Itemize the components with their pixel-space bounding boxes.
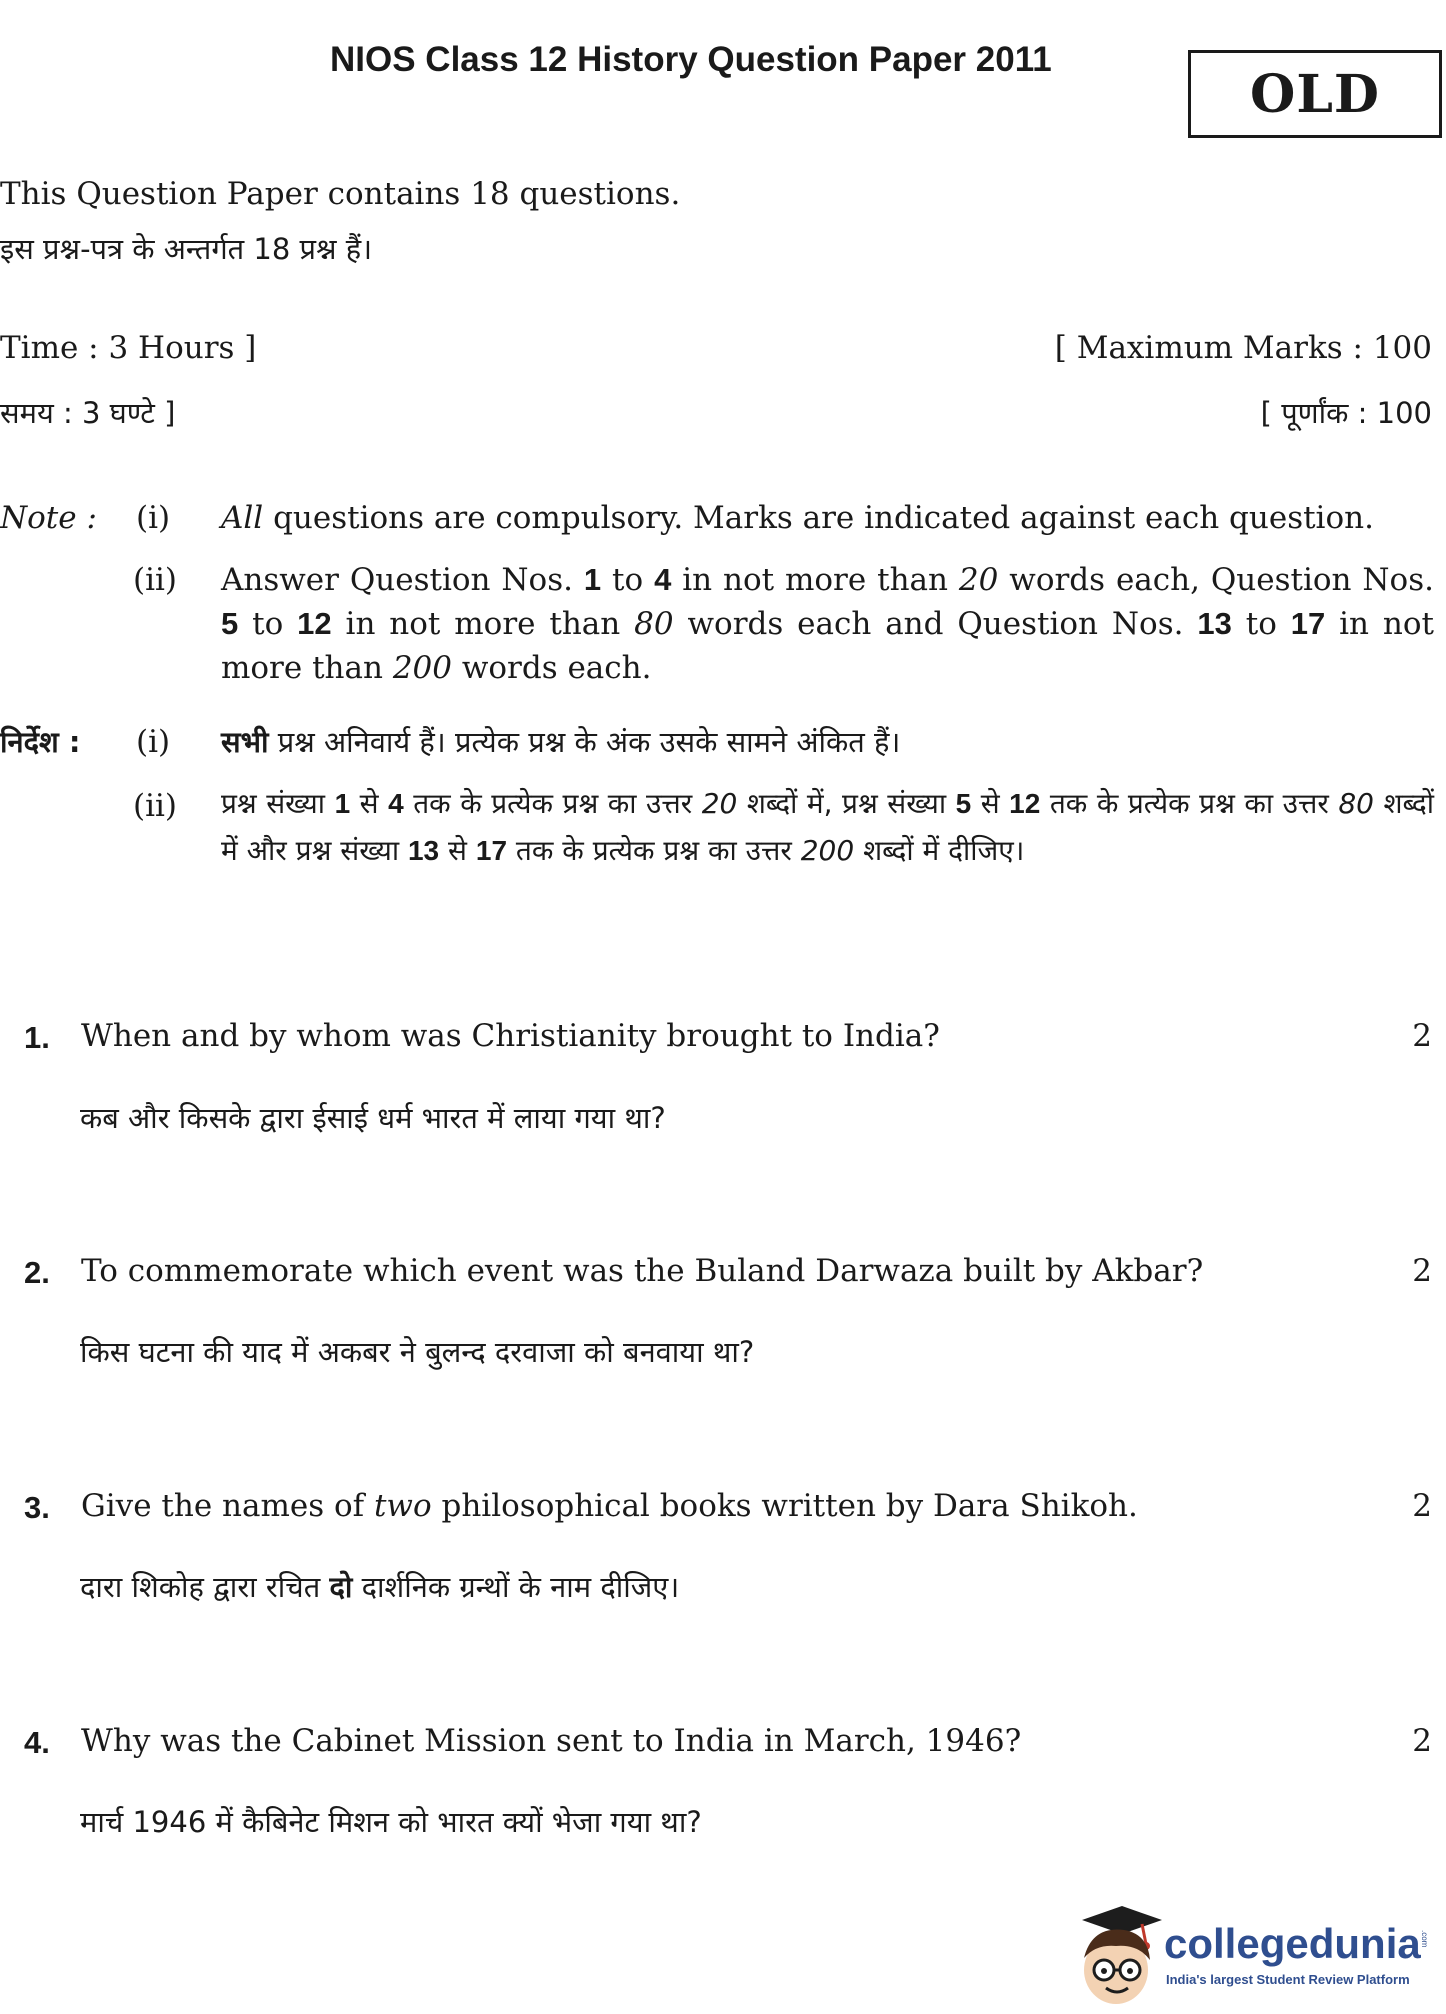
question-text-en: When and by whom was Christianity brought to India? xyxy=(81,1018,940,1054)
question-text-hi: मार्च 1946 में कैबिनेट मिशन को भारत क्यों भेजा गया था? xyxy=(80,1805,702,1839)
collegedunia-logo xyxy=(1072,1900,1442,2010)
logo-suffix: .com xyxy=(1420,1930,1429,1948)
page-title: NIOS Class 12 History Question Paper 2011 xyxy=(330,40,1052,79)
question-marks: 2 xyxy=(1412,1488,1432,1524)
question-text-en: To commemorate which event was the Buland Darwaza built by Akbar? xyxy=(81,1253,1204,1289)
question-count-en: This Question Paper contains 18 questions. xyxy=(0,176,681,212)
note-ii-text: Answer Question Nos. 1 to 4 in not more than 20 words each, Question Nos. 5 to 12 in not more than 80 words each and Question Nos. 13 to 17 in not more than 200 words each. xyxy=(221,562,1434,686)
time-en: Time : 3 Hours ] xyxy=(0,330,257,366)
mascot-icon xyxy=(1072,1900,1162,2010)
question-number: 2. xyxy=(24,1255,50,1290)
note-ii-number: (ii) xyxy=(133,562,178,598)
note-label: Note : xyxy=(0,500,97,536)
question-text-hi: कब और किसके द्वारा ईसाई धर्म भारत में लाया गया था? xyxy=(80,1101,666,1135)
time-hi: समय : 3 घण्टे ] xyxy=(0,396,176,430)
question-number: 3. xyxy=(24,1490,50,1525)
question-marks: 2 xyxy=(1412,1018,1432,1054)
question-text-en: Give the names of two philosophical books written by Dara Shikoh. xyxy=(81,1488,1138,1524)
max-marks-en: [ Maximum Marks : 100 xyxy=(1054,330,1432,366)
question-text-hi: किस घटना की याद में अकबर ने बुलन्द दरवाजा को बनवाया था? xyxy=(80,1335,755,1369)
note-i-text: All questions are compulsory. Marks are indicated against each question. xyxy=(221,500,1374,536)
note-hi-ii-number: (ii) xyxy=(133,788,178,824)
note-label-hi: निर्देश : xyxy=(0,725,81,759)
question-marks: 2 xyxy=(1412,1723,1432,1759)
note-hi-ii-text: प्रश्न संख्या 1 से 4 तक के प्रत्येक प्रश्न का उत्तर 20 शब्दों में, प्रश्न संख्या 5 से 12 तक के प्रत्येक प्रश्न का उत्तर 80 शब्दों में और प्रश्न संख्या 13 से 17 तक के प्रत्येक प्रश्न का उत्तर 200 शब्दों में दीजिए। xyxy=(221,787,1435,867)
note-hi-i-number: (i) xyxy=(136,724,171,760)
logo-wordmark: collegedunia xyxy=(1164,1920,1421,1967)
old-badge: OLD xyxy=(1188,50,1442,138)
question-count-hi: इस प्रश्न-पत्र के अन्तर्गत 18 प्रश्न हैं। xyxy=(0,232,373,266)
note-i-number: (i) xyxy=(136,500,171,536)
question-marks: 2 xyxy=(1412,1253,1432,1289)
question-text-en: Why was the Cabinet Mission sent to India in March, 1946? xyxy=(81,1723,1022,1759)
question-text-hi: दारा शिकोह द्वारा रचित दो दार्शनिक ग्रन्थों के नाम दीजिए। xyxy=(80,1570,680,1604)
logo-tagline: India's largest Student Review Platform xyxy=(1166,1972,1410,1987)
question-number: 1. xyxy=(24,1020,50,1055)
max-marks-hi: [ पूर्णांक : 100 xyxy=(1260,396,1432,430)
note-hi-i-text: सभी प्रश्न अनिवार्य हैं। प्रत्येक प्रश्न के अंक उसके सामने अंकित हैं। xyxy=(221,725,901,759)
question-number: 4. xyxy=(24,1725,50,1760)
